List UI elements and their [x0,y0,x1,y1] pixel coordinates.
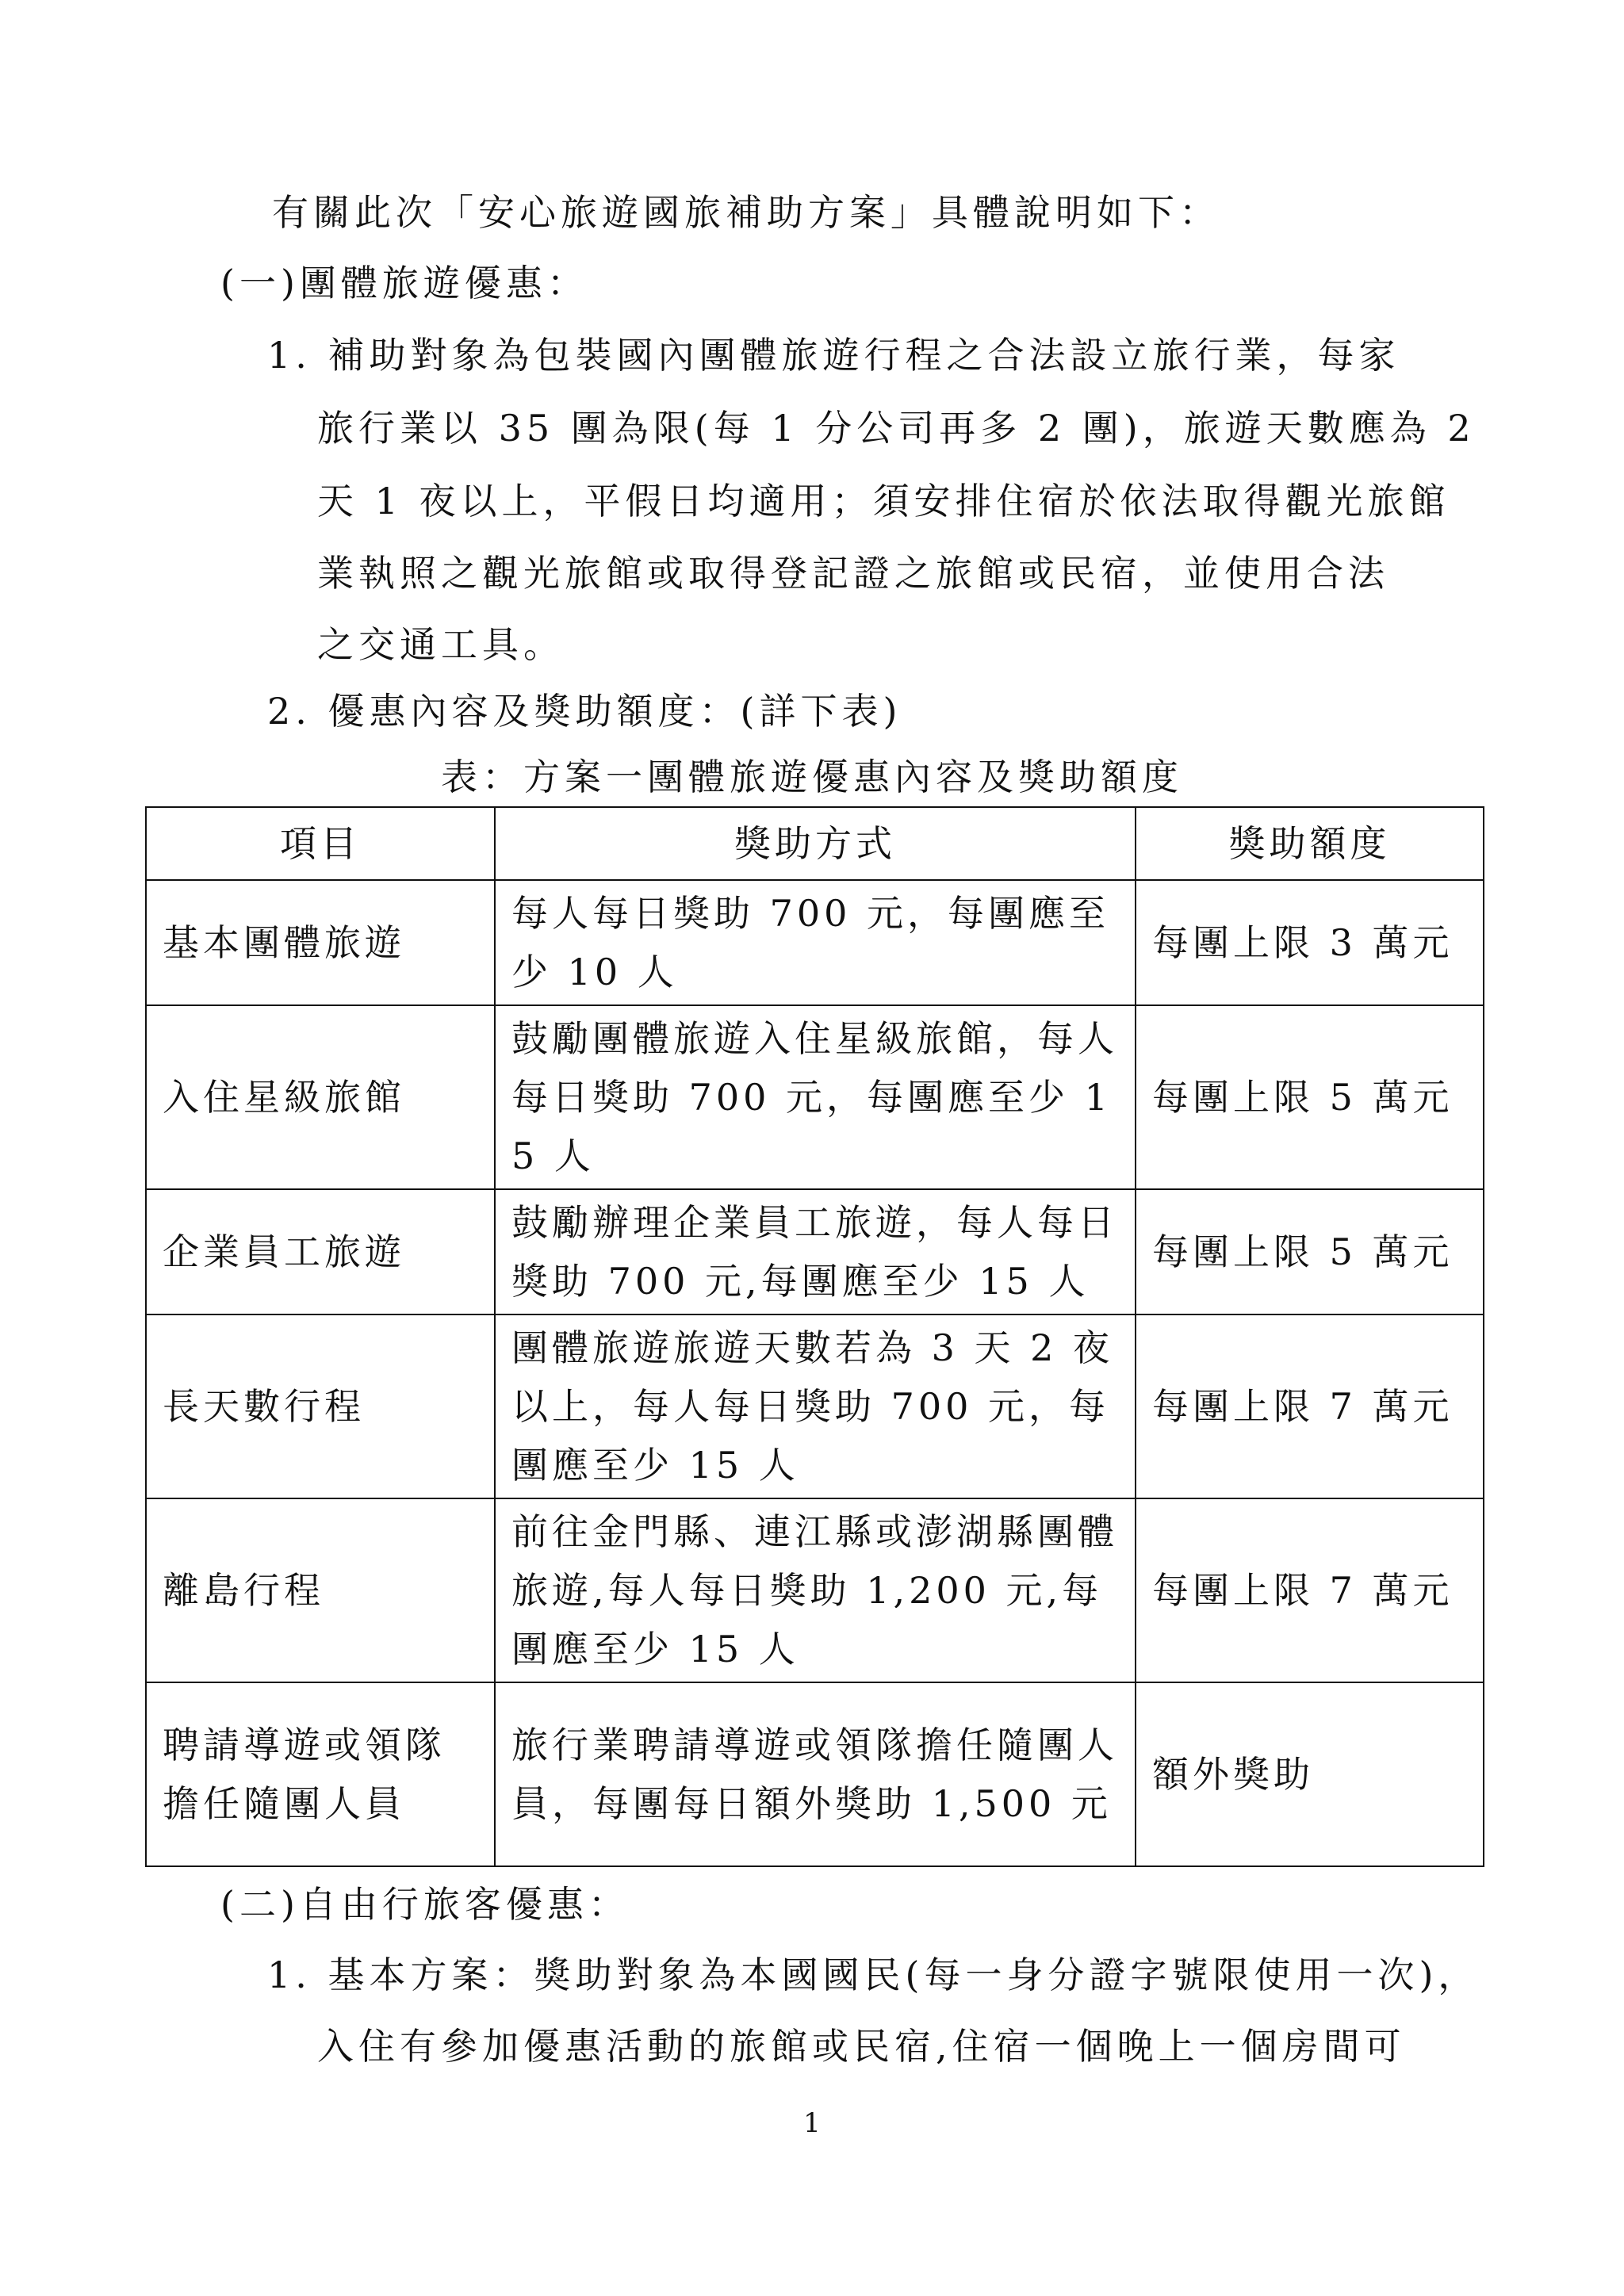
section2-item1-line2: 入住有參加優惠活動的旅館或民宿,住宿一個晚上一個房間可 [317,2025,1406,2068]
row-amount: 每團上限 5 萬元 [1136,1189,1484,1314]
section2-heading: (二)自由行旅客優惠： [220,1883,630,1926]
table-row [146,1314,1484,1498]
row-amount: 每團上限 3 萬元 [1136,880,1484,1005]
row-amount: 每團上限 5 萬元 [1136,1005,1484,1189]
subsidy-table [145,806,1484,1867]
header-method: 獎助方式 [495,807,1136,880]
row-item: 企業員工旅遊 [146,1189,495,1314]
section1-item1-line5: 之交通工具。 [317,623,565,666]
row-amount: 每團上限 7 萬元 [1136,1314,1484,1498]
intro-paragraph: 有關此次「安心旅遊國旅補助方案」具體說明如下： [272,191,1220,234]
table-row [146,1498,1484,1682]
table-row [146,880,1484,1005]
section1-item2: 2. 優惠內容及獎助額度：(詳下表) [267,690,902,733]
section1-item1-line4: 業執照之觀光旅館或取得登記證之旅館或民宿，並使用合法 [317,552,1389,595]
section1-heading: (一)團體旅遊優惠： [220,262,588,304]
table-row [146,1005,1484,1189]
header-amount: 獎助額度 [1136,807,1484,880]
row-item: 長天數行程 [146,1314,495,1498]
table-caption: 表：方案一團體旅遊優惠內容及獎助額度 [441,756,1183,798]
row-item: 聘請導遊或領隊擔任隨團人員 [146,1682,495,1866]
page-number: 1 [803,2107,821,2139]
row-amount: 每團上限 7 萬元 [1136,1498,1484,1682]
header-item: 項目 [146,807,495,880]
row-item: 基本團體旅遊 [146,880,495,1005]
table-row [146,1189,1484,1314]
section1-item1-line1: 1. 補助對象為包裝國內團體旅遊行程之合法設立旅行業，每家 [267,334,1400,377]
row-item: 離島行程 [146,1498,495,1682]
row-method: 前往金門縣、連江縣或澎湖縣團體旅遊,每人每日獎助 1,200 元,每團應至少 15 人 [495,1498,1136,1682]
section2-item1-line1: 1. 基本方案：獎助對象為本國國民(每一身分證字號限使用一次)， [267,1954,1480,1996]
row-method: 旅行業聘請導遊或領隊擔任隨團人員，每團每日額外獎助 1,500 元 [495,1682,1136,1866]
row-method: 鼓勵辦理企業員工旅遊，每人每日獎助 700 元,每團應至少 15 人 [495,1189,1136,1314]
row-item: 入住星級旅館 [146,1005,495,1189]
row-method: 每人每日獎助 700 元，每團應至少 10 人 [495,880,1136,1005]
table-header-row [146,807,1484,880]
section1-item1-line2: 旅行業以 35 團為限(每 1 分公司再多 2 團)，旅遊天數應為 2 [317,407,1476,450]
row-method: 鼓勵團體旅遊入住星級旅館，每人每日獎助 700 元，每團應至少 15 人 [495,1005,1136,1189]
row-method: 團體旅遊旅遊天數若為 3 天 2 夜以上，每人每日獎助 700 元，每團應至少 15 人 [495,1314,1136,1498]
row-amount: 額外獎助 [1136,1682,1484,1866]
section1-item1-line3: 天 1 夜以上，平假日均適用；須安排住宿於依法取得觀光旅館 [317,480,1450,522]
table-row [146,1682,1484,1866]
